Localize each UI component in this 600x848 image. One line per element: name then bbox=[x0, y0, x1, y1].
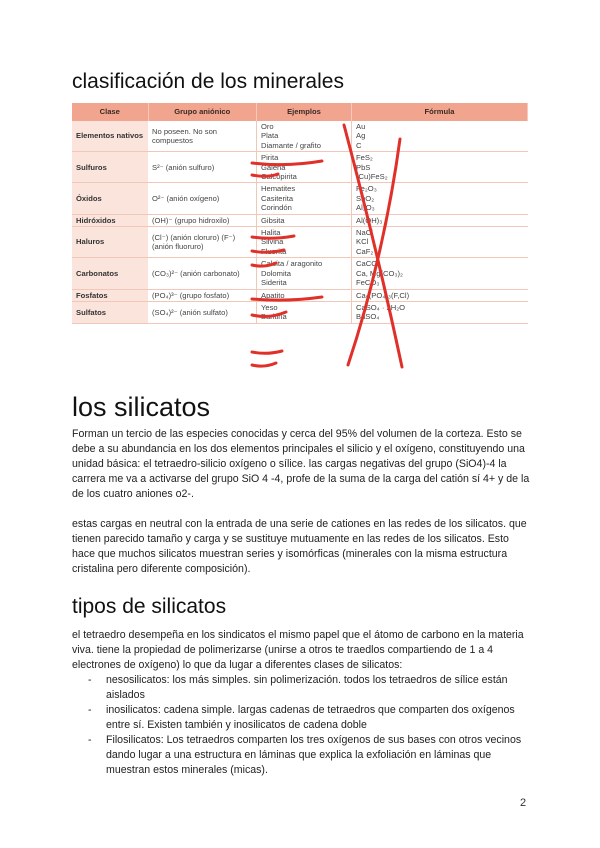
ejemplo-item: Gibsita bbox=[261, 215, 285, 225]
formula-item: C bbox=[356, 140, 362, 150]
formula-item: PbS bbox=[356, 162, 371, 172]
minerals-table-image bbox=[72, 103, 528, 372]
table-row bbox=[72, 121, 528, 152]
page-number: 2 bbox=[520, 797, 527, 809]
formula-item: Al(OH)₃ bbox=[356, 215, 383, 225]
header-clase: Clase bbox=[72, 103, 148, 121]
cell-clase: Fosfatos bbox=[72, 289, 148, 301]
header-ejemplos: Ejemplos bbox=[257, 103, 352, 121]
table-body bbox=[72, 121, 528, 323]
paragraph-tipos-intro: el tetraedro desempeña en los sindicatos el mismo papel que el átomo de carbono en la materia viva. tiene la propiedad de polimerizarse (unirse a otros te traedlos compartiendo de 1 a 4 electrones de oxígeno) lo que da lugar a diferentes clases de silicatos: bbox=[72, 629, 524, 671]
list-item-text: Filosilicatos: Los tetraedros comparten los tres oxígenos de sus bases con otros vecinos dando lugar a una estructura en láminas que explica la exfoliación en láminas que muestran estos minerales (micas). bbox=[106, 734, 522, 776]
title-clasificacion: clasificación de los minerales bbox=[72, 70, 344, 93]
cell-clase: Óxidos bbox=[72, 183, 148, 214]
title-tipos-silicatos: tipos de silicatos bbox=[72, 595, 227, 618]
formula-item: Ca₅(PO₄)₃(F,Cl) bbox=[356, 290, 410, 300]
table-row bbox=[72, 152, 528, 183]
cell-formula bbox=[352, 301, 528, 323]
list-item bbox=[88, 733, 528, 778]
ejemplo-item: Pirita bbox=[261, 153, 279, 163]
formula-item: CaCO₃ bbox=[356, 259, 381, 269]
bullet-dash: - bbox=[88, 734, 92, 746]
table-row bbox=[72, 227, 528, 258]
formula-item: FeCO₃ bbox=[356, 278, 380, 288]
ejemplo-item: Halita bbox=[261, 228, 281, 238]
cell-clase: Hidróxidos bbox=[72, 214, 148, 226]
bullet-dash: - bbox=[88, 704, 92, 716]
formula-item: FeS₂ bbox=[356, 153, 373, 163]
cell-ejemplos bbox=[257, 289, 352, 301]
cell-grupo: (Cl⁻) (anión cloruro) (F⁻) (anión fluoruro) bbox=[148, 227, 257, 258]
ejemplo-item: Plata bbox=[261, 131, 279, 141]
formula-item: Au bbox=[356, 122, 366, 131]
cell-clase: Sulfuros bbox=[72, 152, 148, 183]
underline-apatito bbox=[252, 351, 282, 353]
formula-item: CaSO₄ · 2H₂O bbox=[356, 302, 406, 312]
formula-item: Al₂O₃ bbox=[356, 203, 375, 213]
ejemplo-item: Silvina bbox=[261, 237, 284, 247]
ejemplo-item: Corindón bbox=[261, 203, 292, 213]
cell-formula bbox=[352, 183, 528, 214]
table-row bbox=[72, 289, 528, 301]
cell-formula bbox=[352, 214, 528, 226]
formula-item: (Cu)FeS₂ bbox=[356, 172, 388, 182]
cell-clase: Elementos nativos bbox=[72, 121, 148, 152]
cell-ejemplos bbox=[257, 121, 352, 152]
table-row bbox=[72, 258, 528, 289]
ejemplo-item: Oro bbox=[261, 122, 274, 131]
ejemplo-item: Casiterita bbox=[261, 193, 294, 203]
paragraph-silicatos-2: estas cargas en neutral con la entrada de una serie de cationes en las redes de los silicatos. que tienen parecido tamaño y carga y se sustituye mutuamente en las redes de los silicatos. Esto hace que muchos silicatos muestran series y isomórficas (minerales con la misma estructura cristalina pero diferente composición). bbox=[72, 518, 527, 575]
list-item-text: nesosilicatos: los más simples. sin polimerización. todos los tetraedros de sílice están aislados bbox=[106, 674, 508, 701]
cell-formula bbox=[352, 227, 528, 258]
formula-item: Fe₂O₃ bbox=[356, 184, 377, 194]
cell-formula bbox=[352, 258, 528, 289]
cell-grupo: (SO₄)²⁻ (anión sulfato) bbox=[148, 301, 257, 323]
cell-ejemplos bbox=[257, 214, 352, 226]
table-row bbox=[72, 301, 528, 323]
table-row bbox=[72, 214, 528, 226]
ejemplo-item: Apatito bbox=[261, 290, 285, 300]
list-item bbox=[88, 703, 528, 733]
ejemplo-item: Baritina bbox=[261, 312, 287, 322]
formula-item: BaSO₄ bbox=[356, 312, 380, 322]
cell-formula bbox=[352, 121, 528, 152]
cell-clase: Haluros bbox=[72, 227, 148, 258]
cell-ejemplos bbox=[257, 258, 352, 289]
formula-item: SnO₂ bbox=[356, 193, 375, 203]
ejemplo-item: Fluorita bbox=[261, 246, 287, 256]
cell-clase: Sulfatos bbox=[72, 301, 148, 323]
ejemplo-item: Dolomita bbox=[261, 268, 291, 278]
cell-grupo: (OH)⁻ (grupo hidroxilo) bbox=[148, 214, 257, 226]
formula-item: CaF₂ bbox=[356, 246, 374, 256]
cell-clase: Carbonatos bbox=[72, 258, 148, 289]
table-header-row bbox=[72, 103, 528, 121]
formula-item: Ag bbox=[356, 131, 366, 141]
formula-item: Ca, Mg(CO₃)₂ bbox=[356, 268, 403, 278]
ejemplo-item: Siderita bbox=[261, 278, 287, 288]
header-grupo: Grupo aniónico bbox=[148, 103, 257, 121]
cell-grupo: (CO₃)²⁻ (anión carbonato) bbox=[148, 258, 257, 289]
list-item-text: inosilicatos: cadena simple. largas cadenas de tetraedros que comparten dos oxígenos entre sí. Existen también y inosilicatos de cadena doble bbox=[106, 704, 515, 731]
title-silicatos: los silicatos bbox=[72, 392, 211, 422]
formula-item: KCl bbox=[356, 237, 369, 247]
silicate-types-list bbox=[88, 673, 528, 778]
bullet-dash: - bbox=[88, 674, 92, 686]
cell-ejemplos bbox=[257, 152, 352, 183]
paragraph-silicatos-1: Forman un tercio de las especies conocidas y cerca del 95% del volumen de la corteza. Esto se debe a su abundancia en los dos elementos principales el silicio y el oxígeno, constituyendo una unidad básica: el tetraedro-silicio oxígeno o sílice. las cargas negativas del grupo (SiO4)-4 la carrera me va a activarse del grupo SiO 4 -4, profe de la suma de la carga del catión sí 4+ y de la de los cuatro aniones o2-. bbox=[72, 428, 530, 500]
minerals-table bbox=[72, 103, 528, 324]
cell-grupo: S²⁻ (anión sulfuro) bbox=[148, 152, 257, 183]
ejemplo-item: Calcopirita bbox=[261, 172, 297, 182]
cell-ejemplos bbox=[257, 301, 352, 323]
ejemplo-item: Hematites bbox=[261, 184, 296, 194]
cell-ejemplos bbox=[257, 227, 352, 258]
cell-grupo: (PO₄)³⁻ (grupo fosfato) bbox=[148, 289, 257, 301]
ejemplo-item: Diamante / grafito bbox=[261, 140, 321, 150]
cell-ejemplos bbox=[257, 183, 352, 214]
ejemplo-item: Yeso bbox=[261, 302, 278, 312]
ejemplo-item: Galena bbox=[261, 162, 286, 172]
list-item bbox=[88, 673, 528, 703]
header-formula: Fórmula bbox=[352, 103, 528, 121]
formula-item: NaCl bbox=[356, 228, 373, 238]
table-row bbox=[72, 183, 528, 214]
cell-formula bbox=[352, 289, 528, 301]
cell-formula bbox=[352, 152, 528, 183]
ejemplo-item: Calcita / aragonito bbox=[261, 259, 323, 269]
underline-yeso bbox=[252, 363, 276, 366]
cell-grupo: O²⁻ (anión oxígeno) bbox=[148, 183, 257, 214]
cell-grupo: No poseen. No son compuestos bbox=[148, 121, 257, 152]
